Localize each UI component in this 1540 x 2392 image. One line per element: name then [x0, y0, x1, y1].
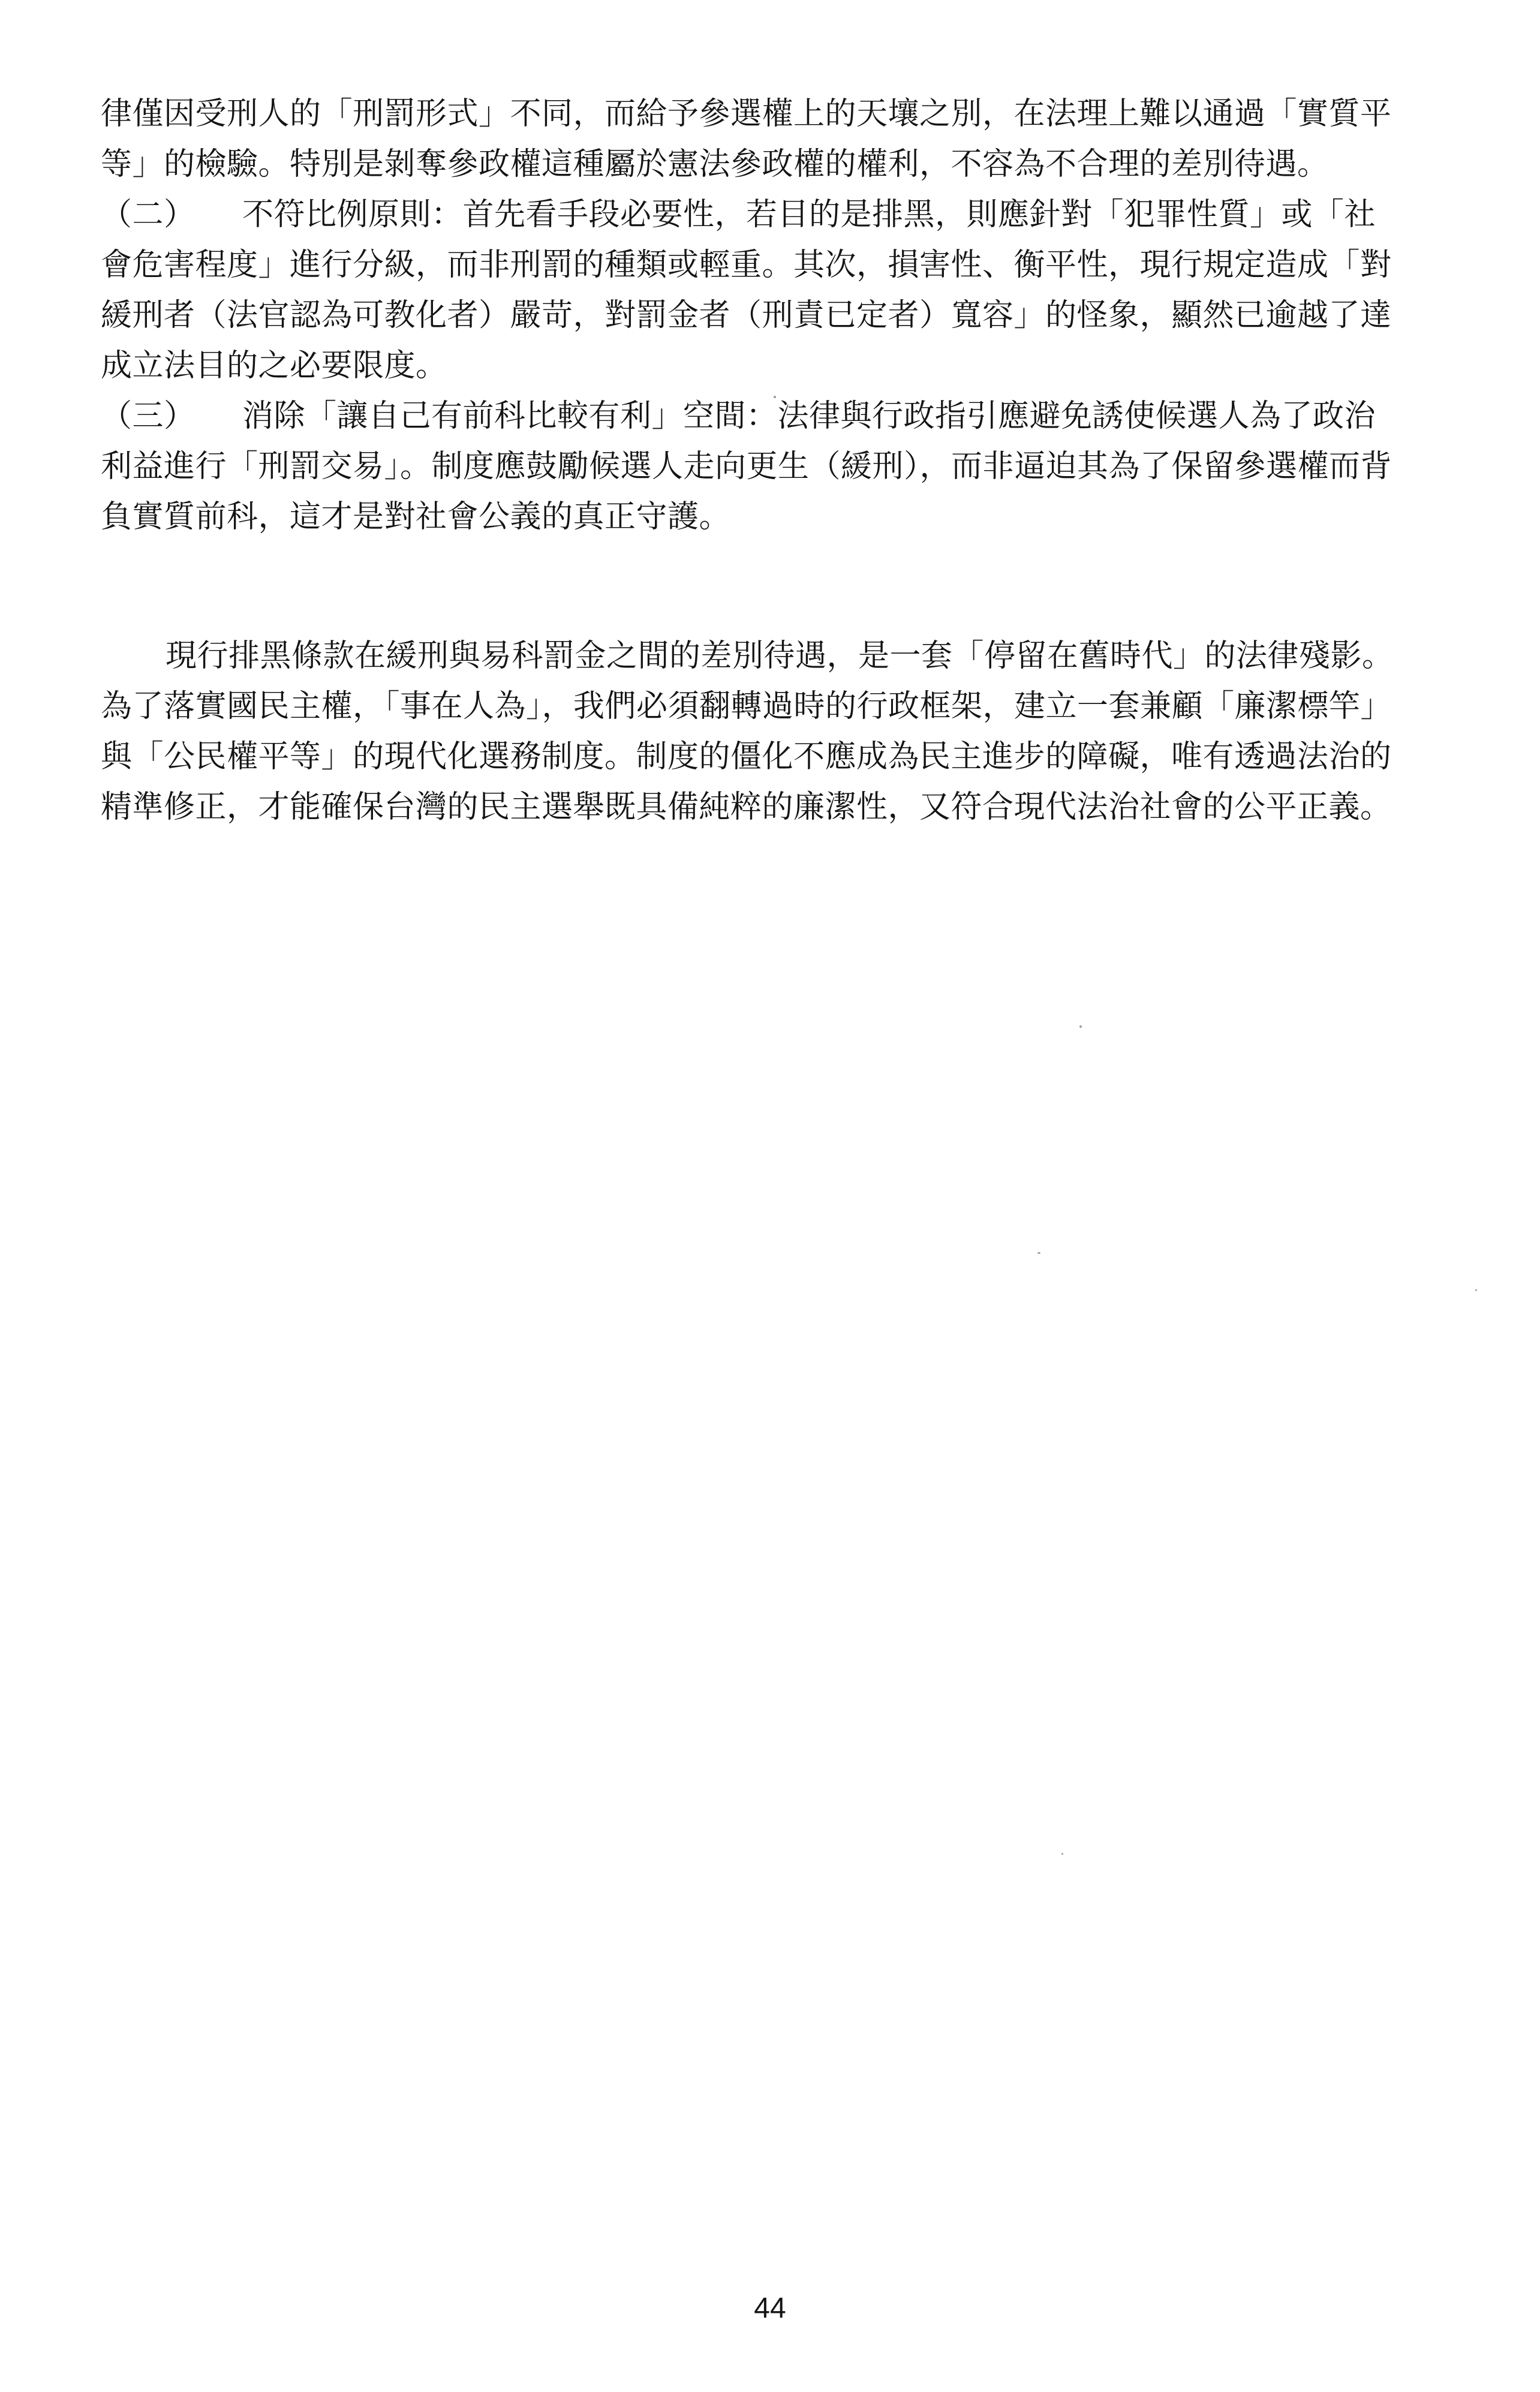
intro-line-2: 等」的檢驗。特別是剝奪參政權這種屬於憲法參政權的權利，不容為不合理的差別待遇。 [101, 146, 1329, 182]
list-item-2-line-1: 不符比例原則：首先看手段必要性，若目的是排黑，則應針對「犯罪性質」或「社 [242, 197, 1376, 233]
scan-speck [1475, 1289, 1477, 1291]
scan-speck [1037, 1252, 1040, 1254]
conclusion-paragraph [101, 631, 1402, 832]
list-item-2-first-line [101, 189, 1402, 240]
page-number: 44 [754, 2292, 786, 2324]
list-item-2-label: （二） [101, 197, 195, 233]
conclusion-line-1: 現行排黑條款在緩刑與易科罰金之間的差別待遇，是一套「停留在舊時代」的法律殘影。 [166, 638, 1394, 674]
page-body [101, 89, 1402, 832]
intro-line-1: 律僅因受刑人的「刑罰形式」不同，而給予參選權上的天壤之別，在法理上難以通過「實質平 [101, 96, 1392, 132]
list-item-3-line-2: 利益進行「刑罰交易」。制度應鼓勵候選人走向更生（緩刑），而非逼迫其為了保留參選權而背 [101, 449, 1392, 485]
list-item-3-line-3: 負實質前科，這才是對社會公義的真正守護。 [101, 499, 731, 535]
list-item-3-first-line [101, 391, 1402, 441]
conclusion-line-2: 為了落實國民主權，「事在人為」，我們必須翻轉過時的行政框架，建立一套兼顧「廉潔標竿」 [101, 688, 1392, 724]
conclusion-line-3: 與「公民權平等」的現代化選務制度。制度的僵化不應成為民主進步的障礙，唯有透過法治的 [101, 739, 1392, 775]
conclusion-line-4: 精準修正，才能確保台灣的民主選舉既具備純粹的廉潔性，又符合現代法治社會的公平正義。 [101, 789, 1392, 825]
list-item-2-line-2: 會危害程度」進行分級，而非刑罰的種類或輕重。其次，損害性、衡平性，現行規定造成「對 [101, 247, 1392, 283]
scan-speck [774, 396, 776, 398]
list-item-2 [101, 189, 1402, 391]
paragraph-gap [101, 542, 1402, 631]
list-item-2-line-3: 緩刑者（法官認為可教化者）嚴苛，對罰金者（刑責已定者）寬容」的怪象，顯然已逾越了達 [101, 297, 1392, 333]
list-item-3-line-1: 消除「讓自己有前科比較有利」空間：法律與行政指引應避免誘使候選人為了政治 [242, 398, 1376, 434]
list-item-3 [101, 391, 1402, 542]
scan-speck [1079, 1025, 1082, 1028]
scan-speck [1061, 1853, 1063, 1855]
list-item-3-label: （三） [101, 398, 195, 434]
list-item-2-line-4: 成立法目的之必要限度。 [101, 348, 447, 384]
